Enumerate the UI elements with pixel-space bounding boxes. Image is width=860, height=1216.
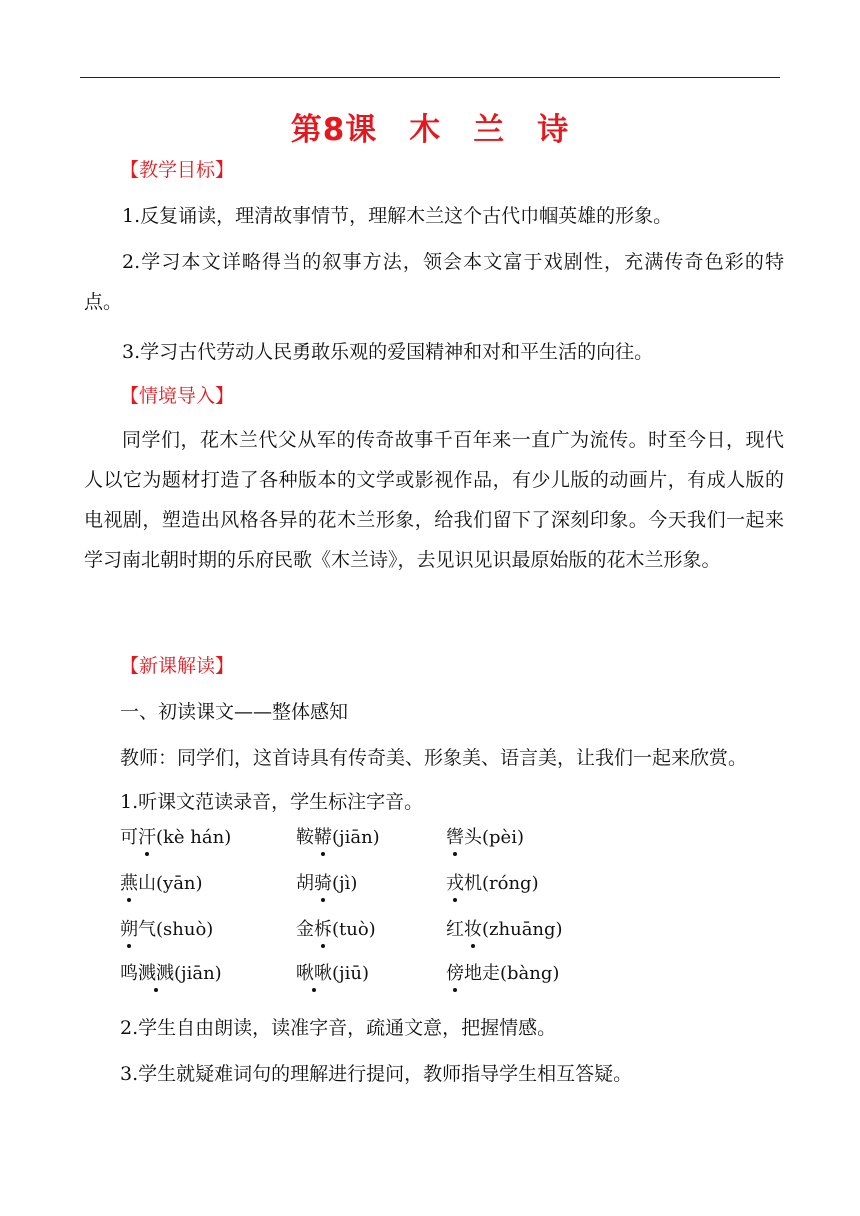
pinyin-prefix: 胡 <box>296 873 314 894</box>
step-2: 2.学生自由朗读，读准字音，疏通文意，把握情感。 <box>120 1017 557 1039</box>
objective-3: 3.学习古代劳动人民勇敢乐观的爱国精神和对和平生活的向往。 <box>122 341 654 363</box>
intro-paragraph: 同学们，花木兰代父从军的传奇故事千百年来一直广为流传。时至今日，现代人以它为题材打造了各种版本的文学或影视作品，有少儿版的动画片，有成人版的电视剧，塑造出风格各异的花木兰形象，给我们留下了深刻印象。今天我们一起来学习南北朝时期的乐府民歌《木兰诗》，去见识见识最原始版的花木兰形象。 <box>84 429 784 571</box>
pinyin-item <box>446 918 563 942</box>
step-1: 1.听课文范读录音，学生标注字音。 <box>120 791 424 813</box>
step-3: 3.学生就疑难词句的理解进行提问，教师指导学生相互答疑。 <box>120 1063 633 1085</box>
pinyin-suffix: 地走(bàng) <box>464 963 560 984</box>
pinyin-suffix: (zhuāng) <box>482 919 563 940</box>
lesson-heading: 【新课解读】 <box>120 655 235 677</box>
pinyin-emphasized-char: 汗 <box>138 827 156 848</box>
pinyin-item <box>120 918 213 942</box>
pinyin-suffix: (jì) <box>332 873 358 894</box>
pinyin-item <box>296 918 376 942</box>
pinyin-prefix: 鞍 <box>296 827 314 848</box>
pinyin-emphasized-char: 戎 <box>446 873 464 894</box>
pinyin-item <box>120 826 231 850</box>
pinyin-prefix: 红 <box>446 919 464 940</box>
pinyin-item <box>446 962 559 986</box>
intro-heading: 【情境导入】 <box>120 385 235 407</box>
pinyin-emphasized-char: 妆 <box>464 919 482 940</box>
pinyin-emphasized-char: 骑 <box>314 873 332 894</box>
pinyin-emphasized-char: 啾啾 <box>296 963 332 984</box>
pinyin-item <box>296 962 369 986</box>
teacher-line: 教师：同学们，这首诗具有传奇美、形象美、语言美，让我们一起来欣赏。 <box>120 747 748 769</box>
pinyin-suffix: 机(róng) <box>464 873 539 894</box>
pinyin-item <box>446 872 539 896</box>
pinyin-emphasized-char: 傍 <box>446 963 464 984</box>
pinyin-suffix: 山(yān) <box>138 873 203 894</box>
pinyin-item <box>296 872 357 896</box>
pinyin-suffix: 气(shuò) <box>138 919 214 940</box>
pinyin-suffix: 头(pèi) <box>464 827 524 848</box>
pinyin-emphasized-char: 鞯 <box>314 827 332 848</box>
pinyin-suffix: (jiū) <box>332 963 369 984</box>
pinyin-emphasized-char: 朔 <box>120 919 138 940</box>
pinyin-emphasized-char: 溅溅 <box>138 963 174 984</box>
pinyin-item <box>296 826 380 850</box>
page-title: 第8课 木 兰 诗 <box>290 112 570 148</box>
pinyin-item <box>446 826 524 850</box>
pinyin-suffix: (tuò) <box>332 919 376 940</box>
pinyin-suffix: (kè hán) <box>156 827 232 848</box>
pinyin-suffix: (jiān) <box>332 827 380 848</box>
pinyin-emphasized-char: 辔 <box>446 827 464 848</box>
pinyin-emphasized-char: 燕 <box>120 873 138 894</box>
pinyin-prefix: 可 <box>120 827 138 848</box>
pinyin-prefix: 金 <box>296 919 314 940</box>
pinyin-item <box>120 962 222 986</box>
pinyin-suffix: (jiān) <box>174 963 222 984</box>
header-rule <box>80 77 780 78</box>
objectives-heading: 【教学目标】 <box>120 159 235 181</box>
part1-heading: 一、初读课文——整体感知 <box>120 701 349 723</box>
pinyin-emphasized-char: 柝 <box>314 919 332 940</box>
pinyin-item <box>120 872 203 896</box>
objective-1: 1.反复诵读，理清故事情节，理解木兰这个古代巾帼英雄的形象。 <box>122 205 673 227</box>
pinyin-prefix: 鸣 <box>120 963 138 984</box>
objective-2: 2.学习本文详略得当的叙事方法，领会本文富于戏剧性，充满传奇色彩的特点。 <box>84 251 784 313</box>
